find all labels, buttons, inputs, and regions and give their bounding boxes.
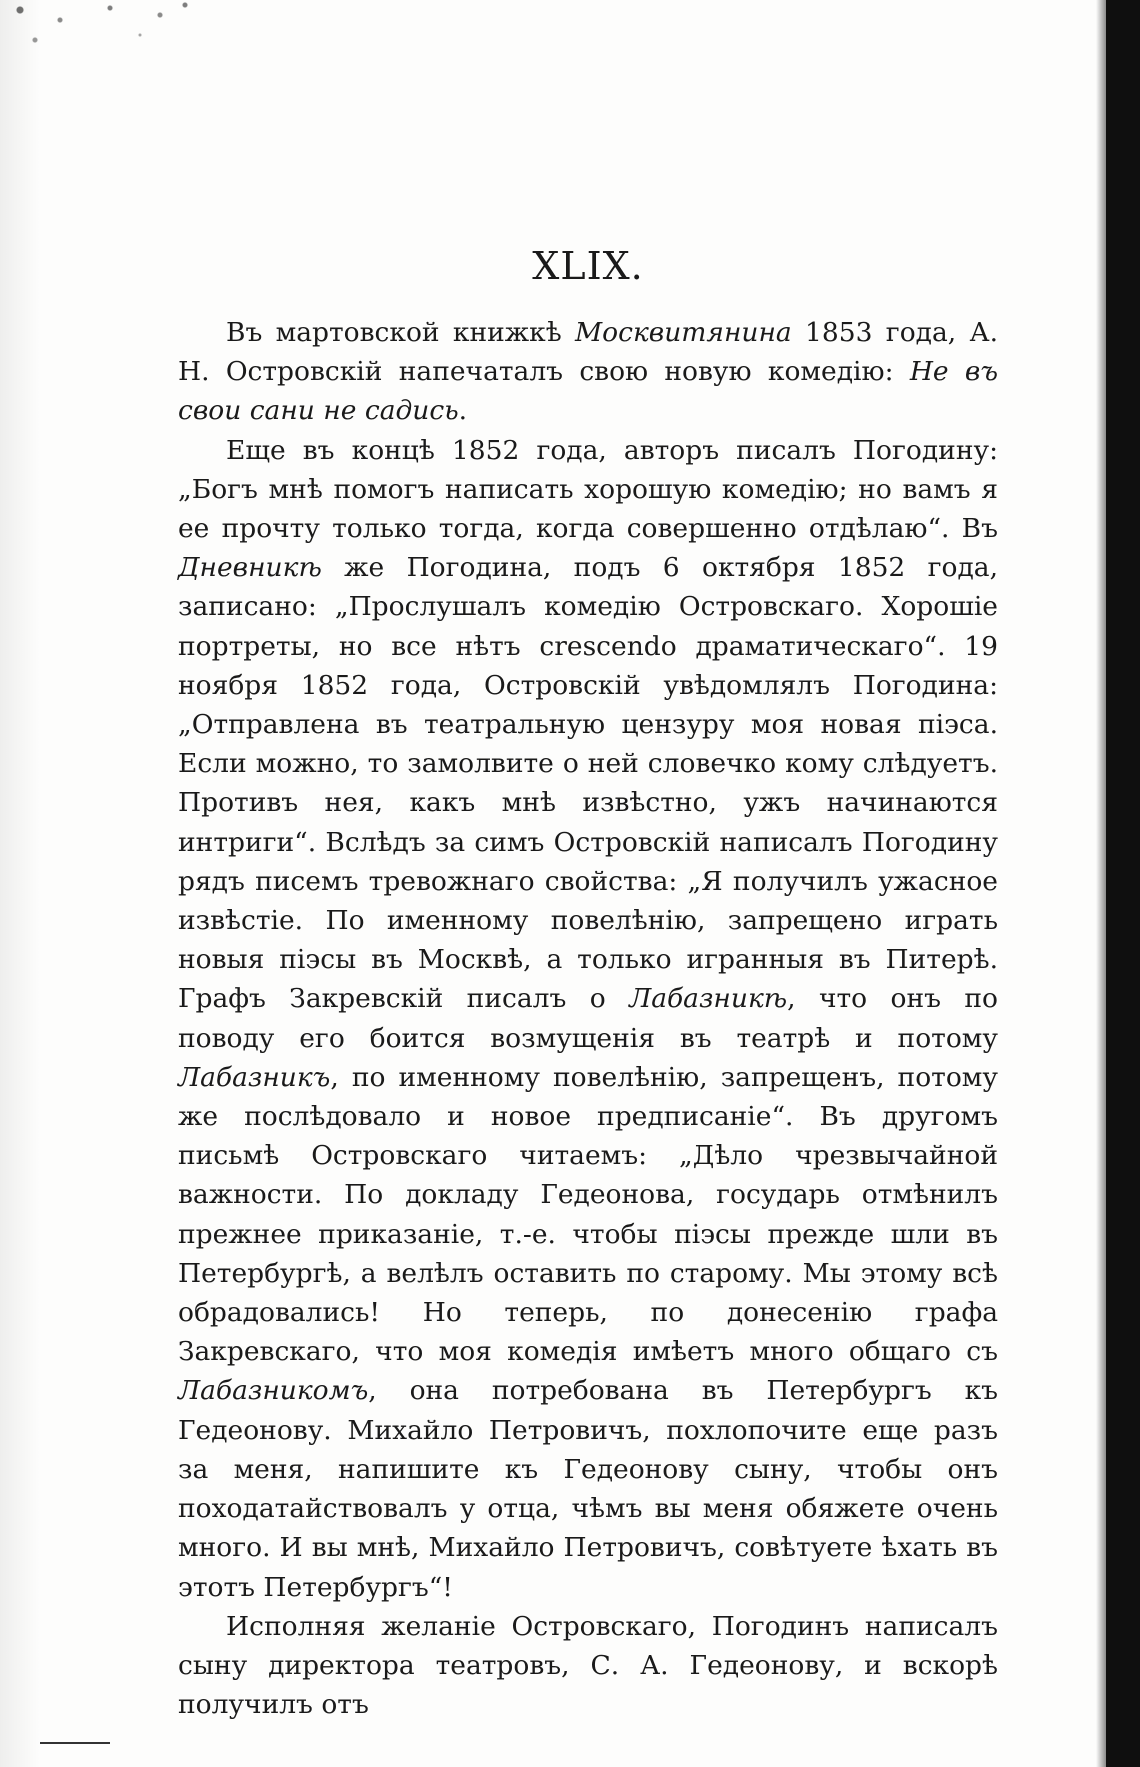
italic-title-text: Лабазникомъ — [178, 1375, 369, 1407]
text-run: 1853 года, А. Н. Островскій напечаталъ свою новую комедію: — [178, 317, 998, 388]
scan-bottom-mark — [40, 1742, 110, 1744]
scan-edge-border-right — [1106, 0, 1140, 1767]
text-run: Въ мартовской книжкѣ — [226, 317, 576, 348]
italic-title-text: Москвитянина — [575, 317, 792, 348]
chapter-heading: XLIX. — [532, 244, 644, 288]
italic-title-text: Лабазникъ — [178, 1061, 331, 1093]
text-run: . — [458, 395, 468, 427]
text-run: Исполняя желаніе Островскаго, Погодинъ написалъ сыну директора театровъ, С. А. Гедеонову, и вскорѣ получилъ отъ — [178, 1610, 998, 1721]
italic-title-text: Дневникѣ — [178, 552, 322, 584]
text-run: , что онъ по поводу его боится возмущенія въ театрѣ и потому — [178, 983, 998, 1054]
text-run: , она потребована въ Петербургъ къ Гедеонову. Михайло Петровичъ, похлопочите еще разъ за меня, напишите къ Гедеонову сыну, чтобы онъ походатайствовалъ у отца, чѣмъ вы меня обяжете очень много. И вы мнѣ, Михайло Петровичъ, совѣтуете ѣхать въ этотъ Петербургъ“! — [178, 1375, 998, 1603]
text-run: Еще въ концѣ 1852 года, авторъ писалъ Погодину: „Богъ мнѣ помогъ написать хорошую комедію; но вамъ я ее прочту только тогда, когда совершенно отдѣлаю“. Въ — [178, 434, 998, 545]
italic-title-text: Не въ свои сани не садись — [178, 356, 998, 427]
scan-speckle-noise — [0, 0, 210, 70]
text-run: же Погодина, подъ 6 октября 1852 года, записано: „Прослушалъ комедію Островскаго. Хорошіе портреты, но все нѣтъ crescendo драматическаго“. 19 ноября 1852 года, Островскій увѣдомлялъ Погодина: „Отправлена въ театральную цензуру моя новая піэса. Если можно, то замолвите о ней словечко кому слѣдуетъ. Противъ нея, какъ мнѣ извѣстно, ужъ начинаются интриги“. Вслѣдъ за симъ Островскій написалъ Погодину рядъ писемъ тревожнаго свойства: „Я получилъ ужасное извѣстіе. По именному повелѣнію, запрещено играть новыя піэсы въ Москвѣ, а только игранныя въ Питерѣ. Графъ Закревскій писалъ о — [178, 552, 998, 1015]
italic-title-text: Лабазникѣ — [629, 983, 788, 1015]
text-run: , по именному повелѣнію, запрещенъ, потому же послѣдовало и новое предписаніе“. Въ другомъ письмѣ Островскаго читаемъ: „Дѣло чрезвычайной важности. По докладу Гедеонова, государь отмѣнилъ прежнее приказаніе, т.-е. чтобы піэсы прежде шли въ Петербургѣ, а велѣлъ оставить по старому. Мы этому всѣ обрадовались! Но теперь, по донесенію графа Закревскаго, что моя комедія имѣетъ много общаго съ — [178, 1061, 998, 1368]
paragraph-1 — [178, 313, 998, 431]
scan-edge-shadow-left — [0, 0, 40, 1767]
paragraph-2 — [178, 431, 998, 1607]
body-text — [178, 313, 998, 1724]
paragraph-3 — [178, 1607, 998, 1725]
